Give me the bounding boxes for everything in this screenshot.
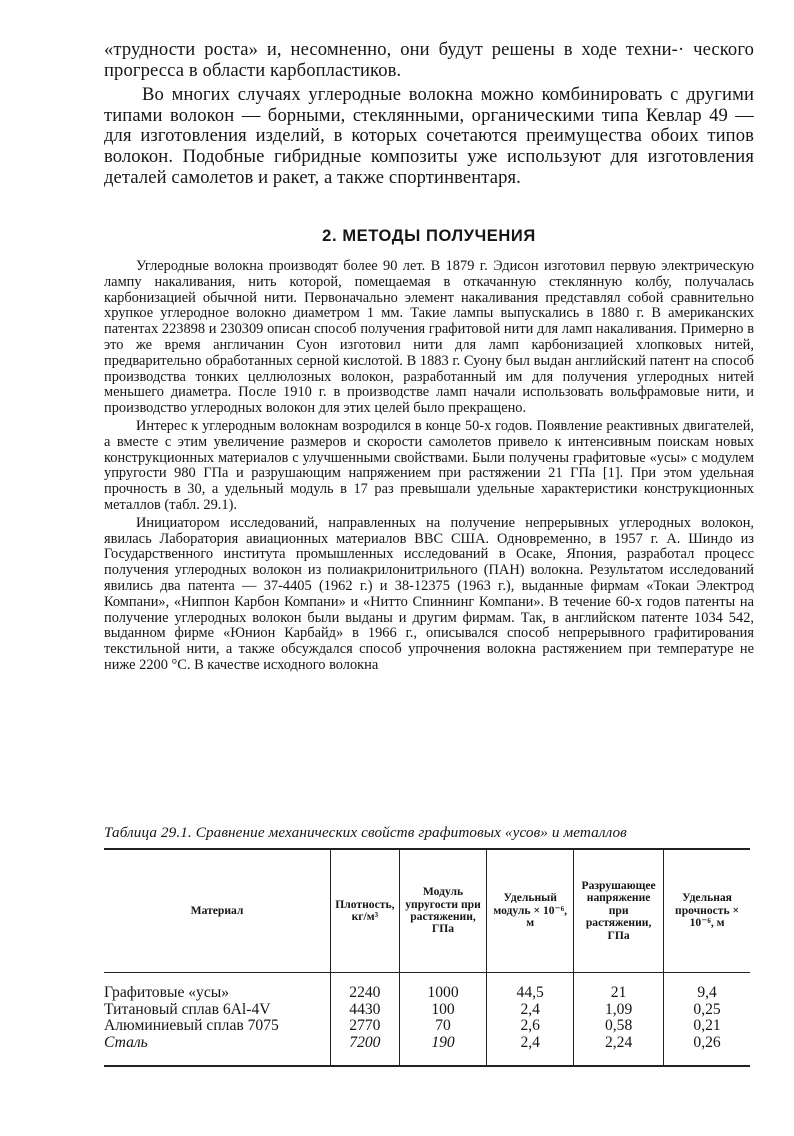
cell-material: Алюминиевый сплав 7075 <box>104 1017 279 1035</box>
header-strength: Разрушающее напряжение при растяжении, ГПа <box>574 849 664 973</box>
cell-modulus: 100 <box>399 1002 487 1019</box>
cell-modulus: 70 <box>399 1018 487 1035</box>
cell-specific-modulus: 2,4 <box>487 1035 574 1067</box>
cell-specific-strength: 0,26 <box>664 1035 750 1067</box>
cell-material: Сталь <box>104 1035 331 1067</box>
cell-strength: 0,58 <box>574 1018 664 1035</box>
body-paragraph-2: Интерес к углеродным волокнам возродился в конце 50-х годов. Появление реактивных двигателей, а вместе с этим увеличение размеров и скорости самолетов привело к интенсивным поискам новых конструкционных материалов с улучшенными свойствами. Были получены графитовые «усы» с модулем упругости 980 ГПа и разрушающим напряжением при растяжении 21 ГПа [1]. При этом удельная прочность в 30, а удельный модуль в 17 раз превышали удельные характеристики конструкционных металлов (табл. 29.1). <box>104 417 754 513</box>
header-material: Материал <box>104 849 331 973</box>
properties-table <box>104 848 750 1067</box>
cell-strength: 1,09 <box>574 1002 664 1019</box>
header-specific-modulus: Удельный модуль × 10⁻⁶, м <box>487 849 574 973</box>
table-row <box>104 973 750 1002</box>
table-row <box>104 1035 750 1067</box>
table-caption: Таблица 29.1. Сравнение механических свойств графитовых «усов» и металлов <box>104 824 627 841</box>
cell-strength: 2,24 <box>574 1035 664 1067</box>
header-specific-strength: Удельная прочность × 10⁻⁶, м <box>664 849 750 973</box>
cell-specific-strength: 0,21 <box>664 1018 750 1035</box>
intro-text <box>104 40 754 188</box>
header-modulus: Модуль упругости при растяжении, ГПа <box>399 849 487 973</box>
cell-material: Графитовые «усы» <box>104 984 230 1001</box>
intro-paragraph-1: «трудности роста» и, несомненно, они будут решены в ходе техни-· ческого прогресса в области карбопластиков. <box>104 39 754 81</box>
cell-modulus: 1000 <box>399 973 487 1002</box>
section-heading: 2. МЕТОДЫ ПОЛУЧЕНИЯ <box>322 227 536 245</box>
cell-density: 2770 <box>331 1018 400 1035</box>
table-row <box>104 1002 750 1019</box>
header-density: Плотность, кг/м³ <box>331 849 400 973</box>
cell-specific-modulus: 2,4 <box>487 1002 574 1019</box>
body-paragraph-3: Инициатором исследований, направленных на получение непрерывных углеродных волокон, явилась Лаборатория авиационных материалов ВВС США. Одновременно, в 1957 г. А. Шиндо из Государственного института промышленных исследований в Осаке, Япония, разработал процесс получения углеродных волокон из полиакрилонитрильного (ПАН) волокна. Результатом исследований явились два патента — 37-4405 (1962 г.) и 38-12375 (1963 г.), выданные фирмам «Токаи Электрод Компани», «Ниппон Карбон Компани» и «Нитто Спиннинг Компани». В течение 60-х годов патенты на получение углеродных волокон были выданы и другим фирмам. Так, в английском патенте 1034 542, выданном фирме «Юнион Карбайд» в 1966 г., описывался способ непрерывного графитирования текстильной нити, а также обсуждался способ упрочнения волокна растяжением при температуре не ниже 2200 °С. В качестве исходного волокна <box>104 514 754 673</box>
body-paragraph-1: Углеродные волокна производят более 90 лет. В 1879 г. Эдисон изготовил первую электрическую лампу накаливания, нить которой, помещаемая в откачанную стеклянную колбу, получалась карбонизацией обычной нити. Первоначально элемент накаливания представлял собой сравнительно хрупкое углеродное волокно диаметром 1 мм. Такие лампы выпускались в 1880 г. В американских патентах 223898 и 230309 описан способ получения графитовой нити для ламп накаливания. Примерно в это же время англичанин Суон изготовил нити для ламп карбонизацией хлопковых нитей, предварительно обработанных серной кислотой. В 1883 г. Суону был выдан английский патент на способ производства тонких целлюлозных волокон, разработанный им для получения углеродных нитей меньшего диаметра. После 1910 г. в производстве ламп начали использовать вольфрамовые нити, и производство углеродных волокон для этих целей было прекращено. <box>104 258 754 417</box>
cell-strength: 21 <box>574 973 664 1002</box>
body-text <box>104 259 754 674</box>
cell-density: 7200 <box>331 1035 400 1067</box>
cell-specific-strength: 0,25 <box>664 1002 750 1019</box>
cell-specific-modulus: 44,5 <box>487 973 574 1002</box>
cell-density: 4430 <box>331 1002 400 1019</box>
cell-specific-modulus: 2,6 <box>487 1018 574 1035</box>
cell-modulus: 190 <box>399 1035 487 1067</box>
cell-density: 2240 <box>331 973 400 1002</box>
cell-specific-strength: 9,4 <box>664 973 750 1002</box>
table-row <box>104 1018 750 1035</box>
intro-paragraph-2: Во многих случаях углеродные волокна можно комбинировать с другими типами волокон — борными, стеклянными, органическими типа Кевлар 49 — для изготовления изделий, в которых сочетаются преимущества обоих типов волокон. Подобные гибридные композиты уже используют для изготовления деталей самолетов и ракет, а также спортинвентаря. <box>104 84 754 188</box>
cell-material: Титановый сплав 6Al-4V <box>104 1000 271 1018</box>
table-header-row <box>104 849 750 973</box>
